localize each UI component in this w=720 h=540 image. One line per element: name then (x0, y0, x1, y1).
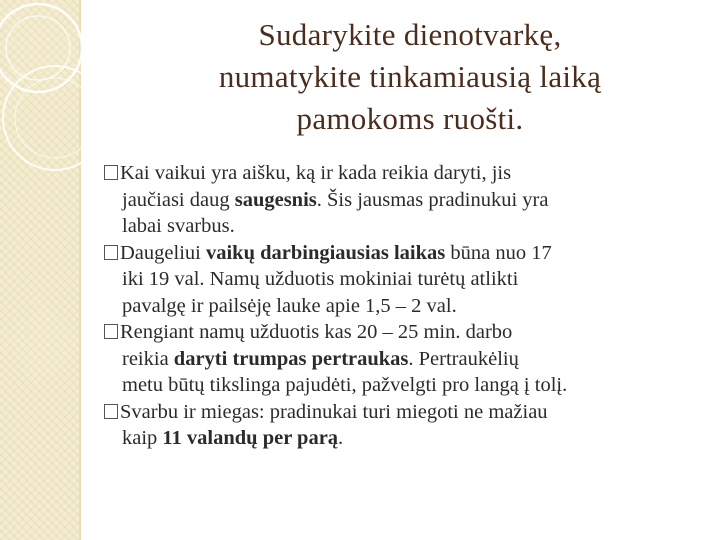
text-segment: metu būtų tikslinga pajudėti, pažvelgti pro langą į tolį. (122, 374, 568, 396)
bullet-line (122, 266, 708, 293)
title-line: numatykite tinkamiausią laiką (218, 59, 602, 94)
emphasis-text: daryti trumpas pertraukas (173, 347, 409, 370)
bullet-item (104, 240, 708, 320)
bullet-item (104, 319, 708, 399)
bullet-box-icon (104, 245, 118, 260)
bullet-box-icon (104, 404, 118, 419)
text-segment: . (338, 427, 344, 449)
bullet-line (120, 240, 708, 267)
text-segment: Kai vaikui yra aišku, ką ir kada reikia daryti, jis (120, 162, 512, 184)
bullet-line (122, 187, 708, 214)
title-line: pamokoms ruošti. (296, 101, 524, 136)
text-segment: jaučiasi daug (122, 188, 235, 211)
emphasis-text: vaikų darbingiausias laikas (205, 241, 446, 264)
slide-title (130, 14, 690, 140)
bullet-line (122, 346, 708, 373)
bullet-box-icon (104, 165, 118, 180)
bullet-box-icon (104, 324, 118, 339)
text-segment: būna nuo 17 (445, 241, 552, 264)
text-segment: . Pertraukėlių (408, 347, 519, 370)
text-segment: . Šis jausmas pradinukui yra (316, 188, 549, 211)
text-segment: Daugeliui (120, 241, 206, 264)
bullet-item (104, 160, 708, 240)
text-segment: iki 19 val. Namų užduotis mokiniai turėtų atlikti (122, 268, 519, 290)
bullet-line (122, 372, 708, 399)
bullet-line (120, 319, 708, 346)
text-segment: pavalgę ir pailsėję lauke apie 1,5 – 2 val. (122, 294, 457, 317)
text-segment: kaip (122, 427, 163, 449)
bullet-line (122, 213, 708, 240)
text-segment: Rengiant namų užduotis kas 20 – 25 min. darbo (120, 321, 513, 343)
bullet-line (122, 425, 708, 452)
bullet-line (122, 293, 708, 320)
bullet-line (120, 399, 708, 426)
title-line: Sudarykite dienotvarkę, (258, 17, 562, 52)
text-segment: reikia (122, 347, 174, 370)
bullet-line (120, 160, 708, 187)
emphasis-text: saugesnis (234, 188, 317, 211)
emphasis-text: 11 valandų per parą (162, 427, 339, 449)
bullet-list (104, 160, 708, 452)
bullet-item (104, 399, 708, 452)
text-segment: Svarbu ir miegas: pradinukai turi miegoti ne mažiau (120, 400, 548, 423)
text-segment: labai svarbus. (122, 215, 235, 237)
